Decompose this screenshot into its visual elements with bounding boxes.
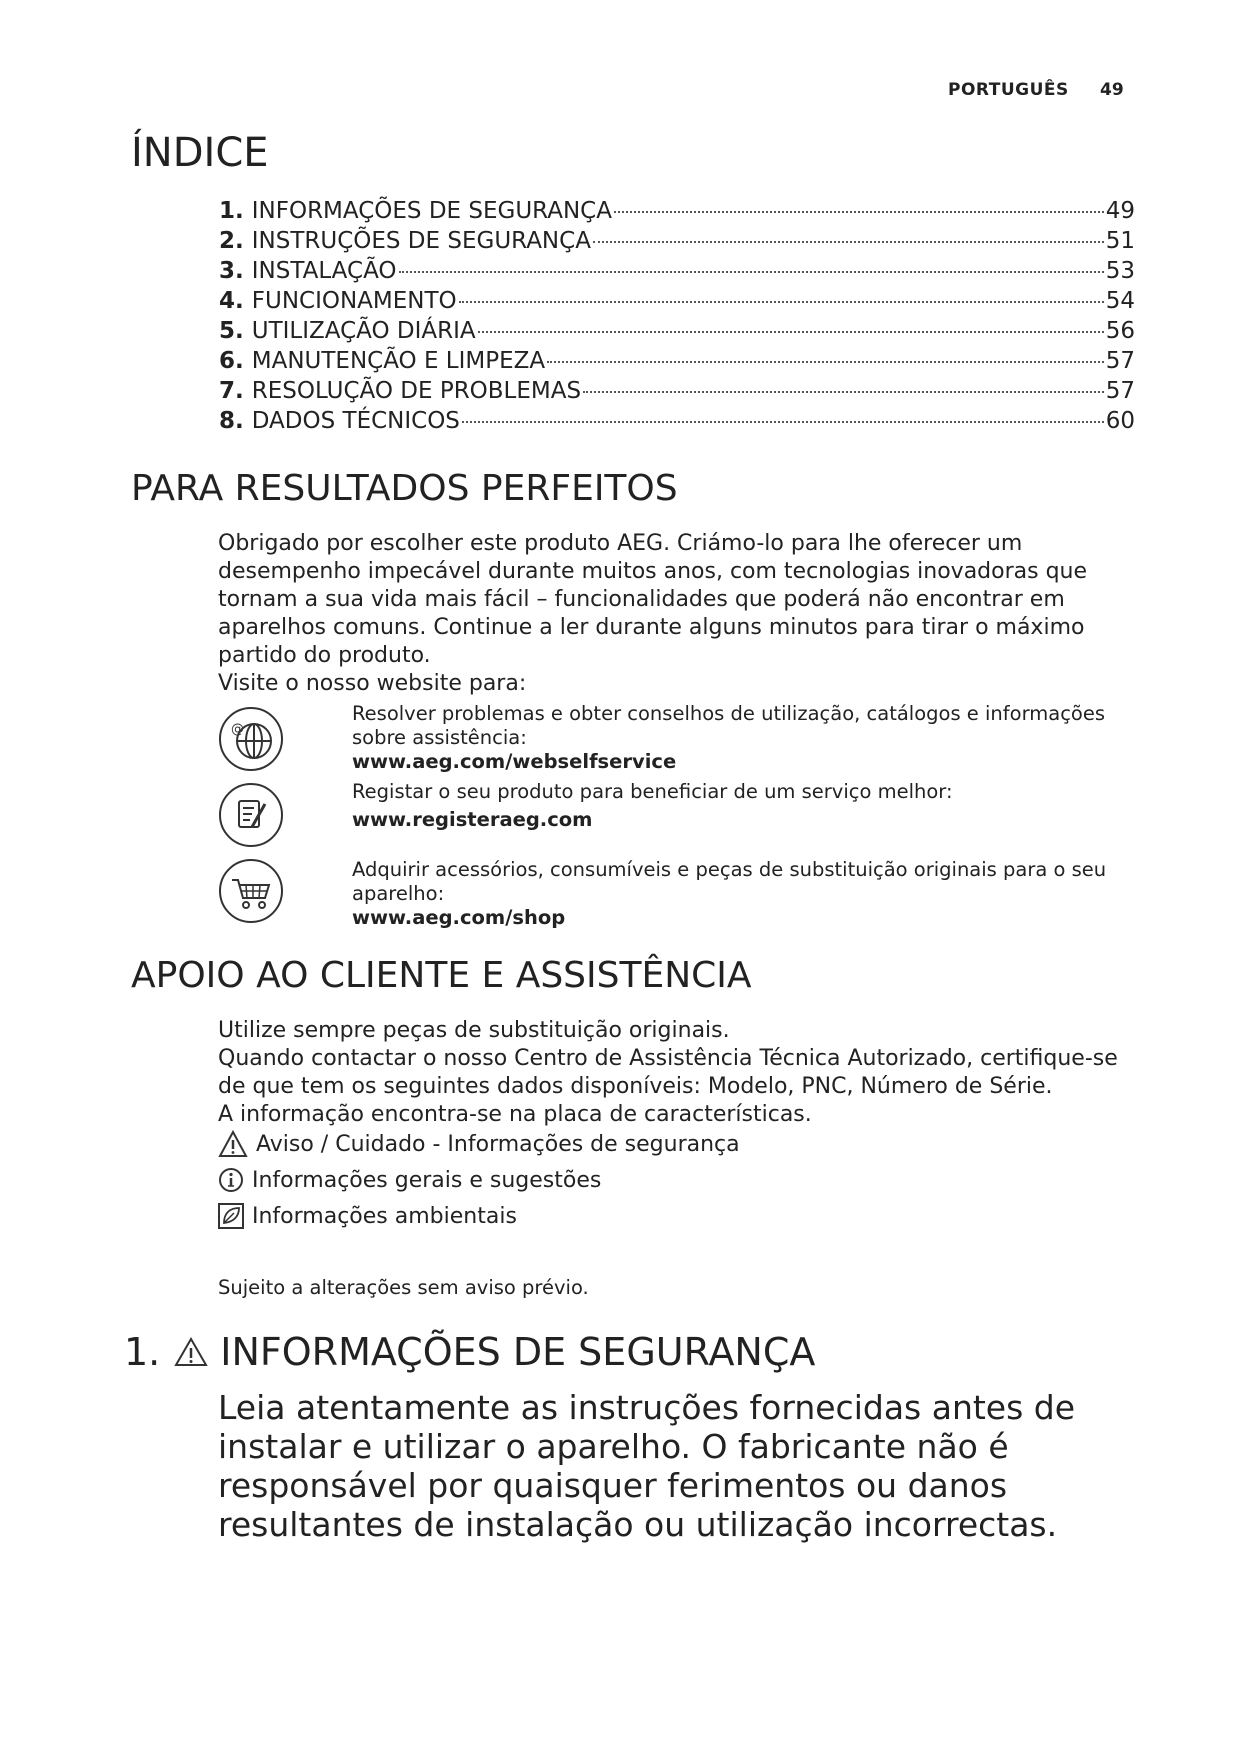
warning-icon bbox=[218, 1130, 248, 1158]
toc-leader-dots bbox=[593, 241, 1104, 243]
register-icon bbox=[218, 782, 284, 848]
toc-item[interactable] bbox=[219, 288, 1135, 318]
legend-info bbox=[218, 1164, 601, 1196]
results-visit: Visite o nosso website para: bbox=[218, 671, 527, 696]
legend-environment bbox=[218, 1200, 517, 1232]
toc-leader-dots bbox=[583, 391, 1104, 393]
legend-text: Aviso / Cuidado - Informações de segurança bbox=[256, 1131, 740, 1157]
support-line: Quando contactar o nosso Centro de Assistência Técnica Autorizado, certifique-se de que tem os seguintes dados disponíveis: Modelo, PNC, Número de Série. bbox=[218, 1046, 1118, 1099]
web-item-url[interactable]: www.aeg.com/webselfservice bbox=[352, 750, 677, 773]
toc-item-number: 3. bbox=[219, 258, 244, 284]
web-item-register bbox=[352, 780, 1122, 832]
toc-item-page: 54 bbox=[1105, 288, 1135, 314]
toc-item-number: 7. bbox=[219, 378, 244, 404]
toc-item-number: 8. bbox=[219, 408, 244, 434]
toc-item-label: RESOLUÇÃO DE PROBLEMAS bbox=[251, 378, 582, 404]
toc-item-label: UTILIZAÇÃO DIÁRIA bbox=[251, 318, 476, 344]
section1-heading bbox=[124, 1330, 815, 1374]
toc-item-page: 53 bbox=[1105, 258, 1135, 284]
change-notice: Sujeito a alterações sem aviso prévio. bbox=[218, 1276, 589, 1299]
support-line: Utilize sempre peças de substituição originais. bbox=[218, 1018, 730, 1043]
toc-item[interactable] bbox=[219, 408, 1135, 438]
toc-item[interactable] bbox=[219, 378, 1135, 408]
toc-item-page: 57 bbox=[1105, 348, 1135, 374]
section1-number: 1. bbox=[124, 1330, 161, 1374]
toc-leader-dots bbox=[462, 421, 1104, 423]
info-icon bbox=[218, 1167, 244, 1193]
web-item-text: Resolver problemas e obter conselhos de utilização, catálogos e informações sobre assistência: bbox=[352, 702, 1106, 749]
toc-item-page: 51 bbox=[1105, 228, 1135, 254]
warning-icon bbox=[174, 1337, 208, 1367]
web-item-selfservice bbox=[352, 702, 1122, 774]
toc-item-label: DADOS TÉCNICOS bbox=[251, 408, 460, 434]
web-item-shop bbox=[352, 858, 1122, 930]
toc-leader-dots bbox=[459, 301, 1104, 303]
support-line: A informação encontra-se na placa de características. bbox=[218, 1102, 812, 1127]
toc-item-number: 2. bbox=[219, 228, 244, 254]
toc-item[interactable] bbox=[219, 198, 1135, 228]
environment-icon bbox=[218, 1203, 244, 1229]
toc-item-label: INSTALAÇÃO bbox=[251, 258, 397, 284]
support-title: APOIO AO CLIENTE E ASSISTÊNCIA bbox=[131, 955, 752, 996]
toc-leader-dots bbox=[399, 271, 1104, 273]
toc-item-page: 56 bbox=[1105, 318, 1135, 344]
web-item-url[interactable]: www.registeraeg.com bbox=[352, 808, 593, 831]
header-page-number: 49 bbox=[1100, 80, 1124, 100]
toc-item-number: 5. bbox=[219, 318, 244, 344]
results-intro: Obrigado por escolher este produto AEG. Criámo-lo para lhe oferecer um desempenho impecável durante muitos anos, com tecnologias inovadoras que tornam a sua vida mais fácil – funcionalidades que poderá não encontrar em aparelhos comuns. Continue a ler durante alguns minutos para tirar o máximo partido do produto. bbox=[218, 531, 1088, 668]
toc-item-page: 60 bbox=[1105, 408, 1135, 434]
toc-leader-dots bbox=[547, 361, 1104, 363]
toc-item-label: INSTRUÇÕES DE SEGURANÇA bbox=[251, 228, 591, 254]
toc-item-number: 6. bbox=[219, 348, 244, 374]
web-item-text: Registar o seu produto para beneficiar de um serviço melhor: bbox=[352, 780, 953, 803]
svg-text:@: @ bbox=[231, 722, 244, 737]
index-title: ÍNDICE bbox=[131, 130, 269, 176]
table-of-contents bbox=[219, 198, 1135, 438]
toc-item-label: FUNCIONAMENTO bbox=[251, 288, 457, 314]
toc-item-page: 49 bbox=[1105, 198, 1135, 224]
toc-item-label: MANUTENÇÃO E LIMPEZA bbox=[251, 348, 546, 374]
toc-item[interactable] bbox=[219, 318, 1135, 348]
toc-leader-dots bbox=[478, 331, 1104, 333]
toc-item-number: 1. bbox=[219, 198, 244, 224]
toc-item[interactable] bbox=[219, 348, 1135, 378]
globe-icon bbox=[218, 706, 284, 772]
legend-warning bbox=[218, 1128, 740, 1160]
toc-item-label: INFORMAÇÕES DE SEGURANÇA bbox=[251, 198, 612, 224]
legend-text: Informações gerais e sugestões bbox=[252, 1167, 602, 1193]
legend-text: Informações ambientais bbox=[252, 1203, 517, 1229]
toc-item[interactable] bbox=[219, 228, 1135, 258]
toc-item-number: 4. bbox=[219, 288, 244, 314]
toc-item[interactable] bbox=[219, 258, 1135, 288]
shopping-cart-icon bbox=[218, 858, 284, 924]
web-item-url[interactable]: www.aeg.com/shop bbox=[352, 906, 566, 929]
section1-lead: Leia atentamente as instruções fornecidas antes de instalar e utilizar o aparelho. O fabricante não é responsável por quaisquer ferimentos ou danos resultantes de instalação ou utilização incorrectas. bbox=[218, 1388, 1076, 1544]
toc-item-page: 57 bbox=[1105, 378, 1135, 404]
toc-leader-dots bbox=[614, 211, 1104, 213]
web-item-text: Adquirir acessórios, consumíveis e peças de substituição originais para o seu aparelho: bbox=[352, 858, 1107, 905]
section1-title: INFORMAÇÕES DE SEGURANÇA bbox=[220, 1330, 816, 1374]
support-body bbox=[218, 1017, 1118, 1129]
header-language: PORTUGUÊS bbox=[948, 80, 1069, 100]
results-title: PARA RESULTADOS PERFEITOS bbox=[131, 468, 678, 509]
